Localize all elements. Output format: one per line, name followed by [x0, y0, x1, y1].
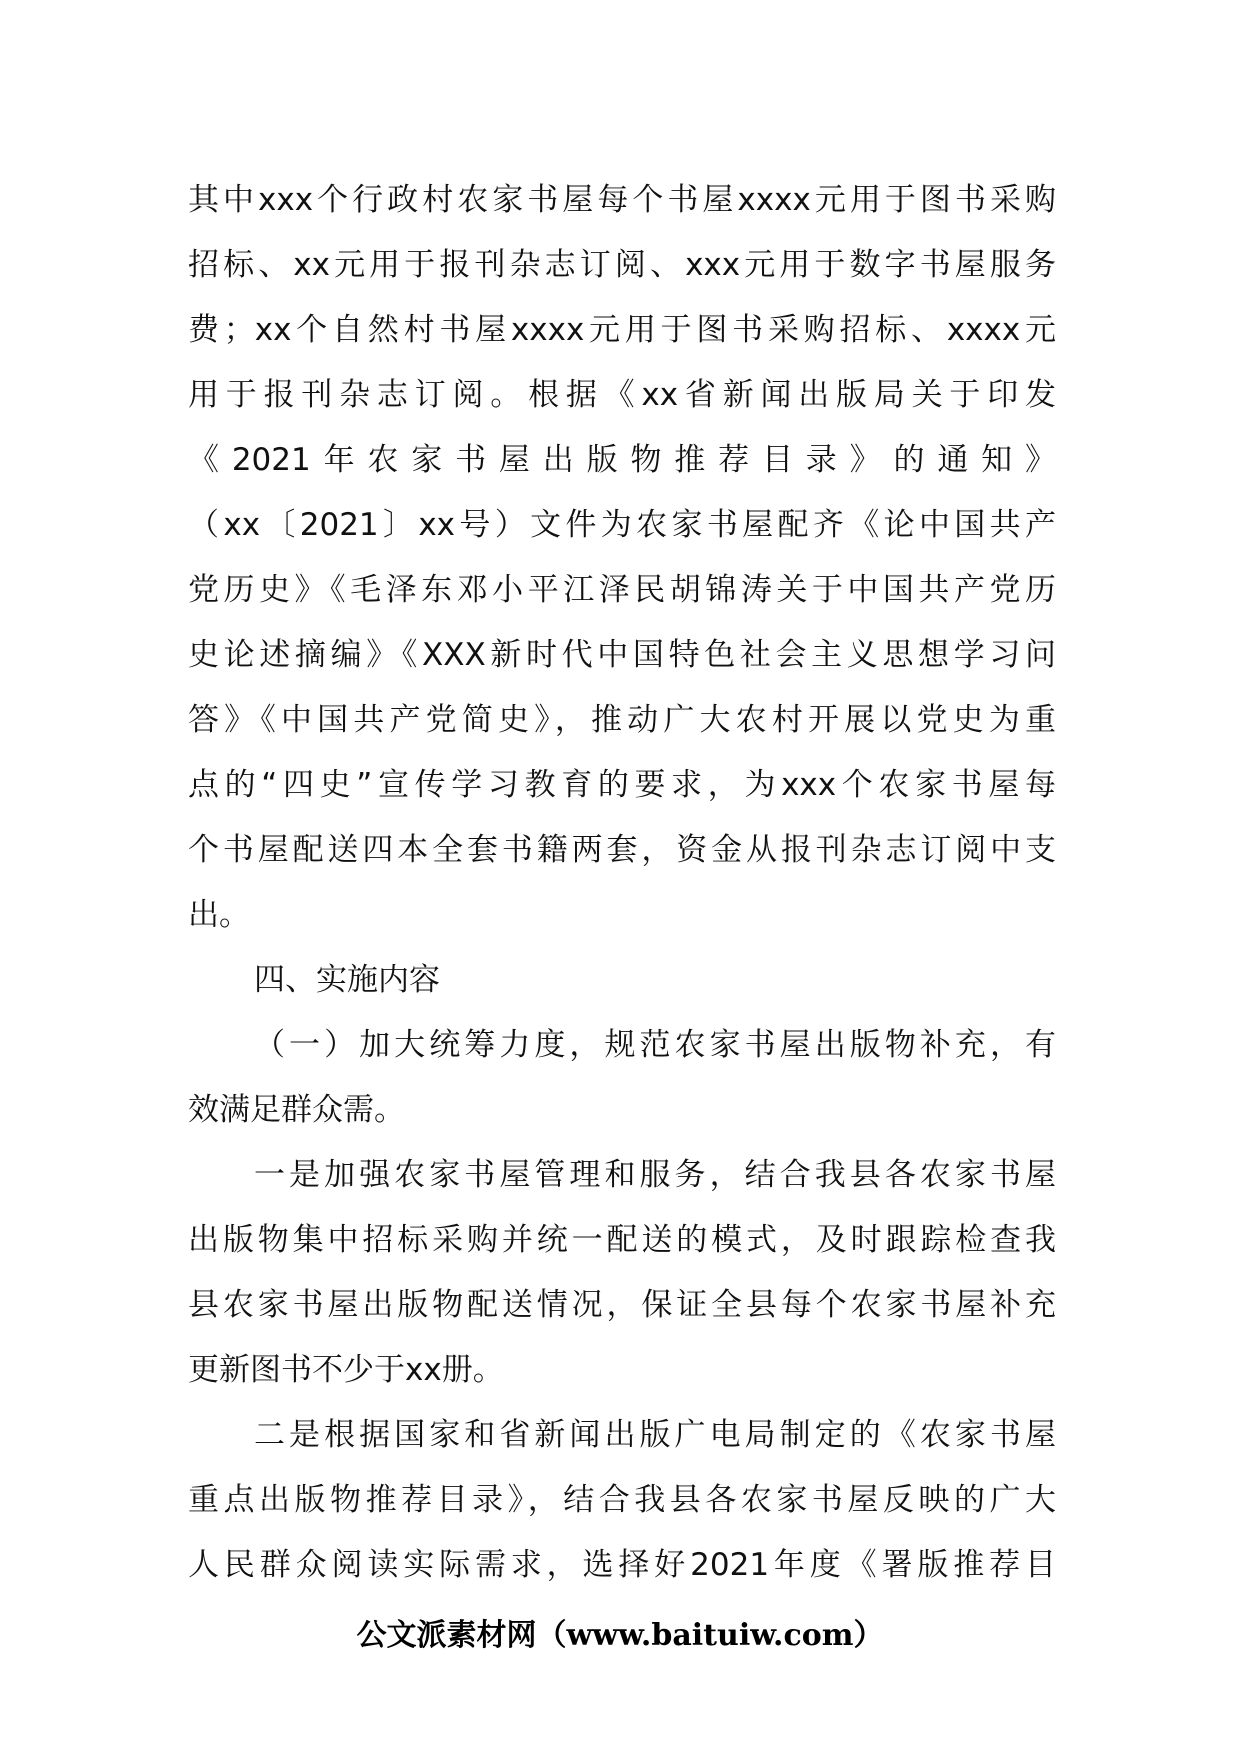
body-line: 党历史》《毛泽东邓小平江泽民胡锦涛关于中国共产党历	[188, 572, 1056, 608]
body-line: 二是根据国家和省新闻出版广电局制定的《农家书屋	[254, 1417, 1056, 1453]
body-line: 其中xxx个行政村农家书屋每个书屋xxxx元用于图书采购	[188, 182, 1056, 218]
body-line: 出。	[188, 897, 250, 933]
body-line: 点的“四史”宣传学习教育的要求，为xxx个农家书屋每	[188, 767, 1056, 803]
body-line: 个书屋配送四本全套书籍两套，资金从报刊杂志订阅中支	[188, 832, 1056, 868]
body-line: 效满足群众需。	[188, 1092, 405, 1128]
body-line: 用于报刊杂志订阅。根据《xx省新闻出版局关于印发	[188, 377, 1056, 413]
body-line: 史论述摘编》《XXX新时代中国特色社会主义思想学习问	[188, 637, 1056, 673]
body-line: 一是加强农家书屋管理和服务，结合我县各农家书屋	[254, 1157, 1056, 1193]
footer-watermark-text: 公文派素材网（www.baituiw.com）	[356, 1618, 884, 1653]
body-line: 人民群众阅读实际需求，选择好2021年度《署版推荐目	[188, 1547, 1056, 1583]
document-body	[188, 168, 1056, 1598]
body-line: （一）加大统筹力度，规范农家书屋出版物补充，有	[254, 1027, 1056, 1063]
body-line: 招标、xx元用于报刊杂志订阅、xxx元用于数字书屋服务	[188, 247, 1056, 283]
body-line: 《2021年农家书屋出版物推荐目录》的通知》	[188, 442, 1056, 478]
body-line: 四、实施内容	[254, 962, 440, 998]
body-line: 出版物集中招标采购并统一配送的模式，及时跟踪检查我	[188, 1222, 1056, 1258]
body-line: 重点出版物推荐目录》，结合我县各农家书屋反映的广大	[188, 1482, 1056, 1518]
body-line: （xx〔2021〕xx号）文件为农家书屋配齐《论中国共产	[188, 507, 1056, 543]
body-line: 费；xx个自然村书屋xxxx元用于图书采购招标、xxxx元	[188, 312, 1056, 348]
body-line: 更新图书不少于xx册。	[188, 1352, 504, 1388]
body-line: 答》《中国共产党简史》，推动广大农村开展以党史为重	[188, 702, 1056, 738]
body-line: 县农家书屋出版物配送情况，保证全县每个农家书屋补充	[188, 1287, 1056, 1323]
